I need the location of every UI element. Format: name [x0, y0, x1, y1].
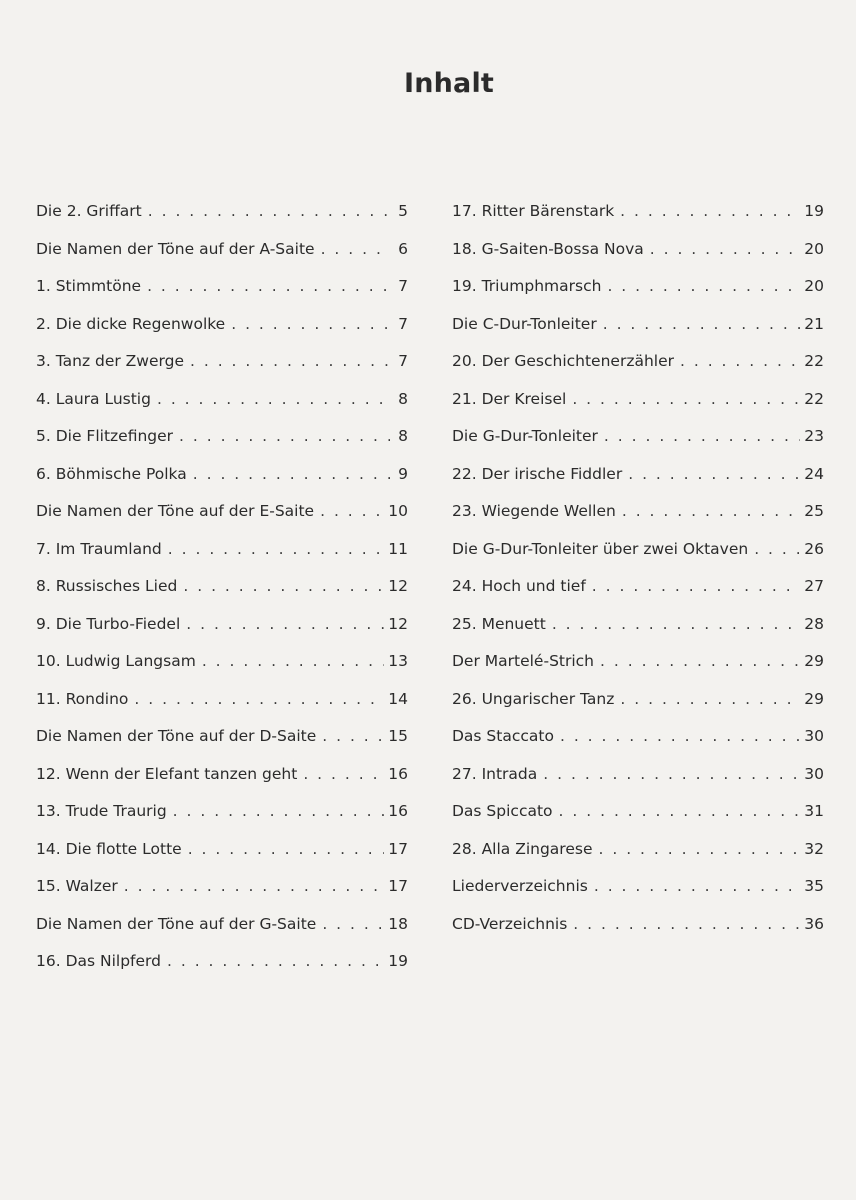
dot-leader [188, 831, 385, 869]
toc-entry-page: 6 [398, 239, 408, 258]
toc-entry-page: 9 [398, 464, 408, 483]
toc-entry-page: 22 [804, 352, 824, 370]
toc-entry [36, 568, 408, 606]
page-title: Inhalt [403, 68, 495, 99]
dot-leader [680, 343, 800, 381]
toc-entry-title: 2. Die dicke Regenwolke [36, 314, 226, 333]
toc-entry-page: 15 [388, 727, 408, 745]
toc-entry-page: 23 [804, 427, 824, 445]
toc-entry-title: 19. Triumphmarsch [452, 277, 602, 295]
toc-entry-title: 3. Tanz der Zwerge [36, 352, 184, 370]
dot-leader [622, 493, 800, 531]
toc-entry [452, 531, 824, 569]
toc-entry [36, 756, 408, 794]
toc-entry-page: 30 [804, 764, 824, 783]
toc-entry-title: 10. Ludwig Langsam [36, 652, 196, 670]
dot-leader [168, 531, 385, 569]
toc-column-right [452, 193, 824, 943]
toc-entry-page: 17 [388, 839, 408, 858]
toc-entry [452, 906, 824, 944]
toc-entry-title: 4. Laura Lustig [36, 389, 151, 408]
toc-entry-page: 22 [804, 389, 824, 408]
toc-entry-title: Die Namen der Töne auf der D-Saite [36, 727, 317, 745]
toc-column-left [36, 193, 408, 981]
toc-entry-title: Die Namen der Töne auf der A-Saite [36, 239, 315, 258]
toc-entry-title: 1. Stimmtöne [36, 277, 142, 295]
toc-entry-title: 11. Rondino [36, 689, 129, 708]
toc-entry-page: 7 [398, 314, 408, 333]
toc-entry-page: 13 [388, 652, 408, 670]
dot-leader [572, 381, 800, 419]
toc-entry-page: 8 [398, 389, 408, 408]
toc-entry-page: 36 [804, 914, 824, 933]
dot-leader [559, 793, 801, 831]
toc-entry [452, 718, 824, 756]
toc-entry-title: 14. Die flotte Lotte [36, 839, 182, 858]
toc-entry [36, 231, 408, 269]
dot-leader [560, 718, 800, 756]
dot-leader [607, 268, 800, 306]
toc-entry [36, 906, 408, 944]
toc-entry-title: Die 2. Griffart [36, 202, 142, 220]
toc-entry [452, 193, 824, 231]
toc-entry-title: 15. Walzer [36, 877, 118, 895]
dot-leader [167, 943, 384, 981]
toc-entry-title: Der Martelé-Strich [452, 652, 595, 670]
toc-entry-page: 20 [804, 277, 824, 295]
dot-leader [603, 306, 801, 344]
dot-leader [157, 381, 390, 419]
toc-entry-page: 27 [804, 577, 824, 595]
toc-entry-page: 19 [388, 952, 408, 970]
toc-entry-title: 17. Ritter Bärenstark [452, 202, 615, 220]
dot-leader [600, 643, 800, 681]
toc-entry-page: 5 [398, 202, 408, 220]
dot-leader [134, 681, 384, 719]
toc-entry [36, 793, 408, 831]
dot-leader [322, 906, 384, 944]
toc-entry [452, 681, 824, 719]
toc-entry-page: 20 [804, 239, 824, 258]
toc-entry [36, 681, 408, 719]
toc-entry-title: 7. Im Traumland [36, 539, 162, 558]
dot-leader [594, 868, 800, 906]
toc-entry-page: 11 [388, 539, 408, 558]
toc-entry [452, 493, 824, 531]
toc-entry-title: Liederverzeichnis [452, 877, 588, 895]
toc-entry [452, 306, 824, 344]
toc-entry-page: 14 [388, 689, 408, 708]
toc-entry-title: 6. Böhmische Polka [36, 464, 187, 483]
toc-entry [452, 756, 824, 794]
toc-entry-page: 32 [804, 839, 824, 858]
toc-entry-page: 29 [804, 652, 824, 670]
dot-leader [148, 193, 390, 231]
toc-entry-page: 30 [804, 727, 824, 745]
toc-entry-page: 7 [398, 277, 408, 295]
toc-entry-title: 5. Die Flitzefinger [36, 427, 174, 445]
toc-entry [452, 606, 824, 644]
toc-entry-title: CD-Verzeichnis [452, 914, 568, 933]
toc-entry [452, 268, 824, 306]
dot-leader [628, 456, 800, 494]
toc-entry-page: 17 [388, 877, 408, 895]
toc-entry-title: 22. Der irische Fiddler [452, 464, 623, 483]
toc-entry-page: 8 [398, 427, 408, 445]
toc-entry-page: 18 [388, 914, 408, 933]
toc-entry [36, 268, 408, 306]
toc-entry-page: 16 [388, 764, 408, 783]
toc-entry-page: 26 [804, 539, 824, 558]
toc-entry-title: Die G-Dur-Tonleiter über zwei Oktaven [452, 539, 749, 558]
dot-leader [650, 231, 801, 269]
toc-entry [36, 718, 408, 756]
dot-leader [147, 268, 390, 306]
dot-leader [543, 756, 800, 794]
toc-entry-title: 23. Wiegende Wellen [452, 502, 616, 520]
dot-leader [620, 681, 800, 719]
toc-entry-title: Die Namen der Töne auf der E-Saite [36, 502, 315, 520]
toc-entry [36, 943, 408, 981]
toc-entry [452, 643, 824, 681]
dot-leader [321, 231, 390, 269]
toc-entry [36, 531, 408, 569]
toc-entry-page: 25 [804, 502, 824, 520]
toc-entry-title: 24. Hoch und tief [452, 577, 586, 595]
dot-leader [124, 868, 385, 906]
toc-entry [452, 231, 824, 269]
toc-entry [452, 343, 824, 381]
dot-leader [173, 793, 385, 831]
toc-entry-title: 28. Alla Zingarese [452, 839, 593, 858]
dot-leader [322, 718, 384, 756]
toc-entry-page: 12 [388, 614, 408, 633]
toc-entry [36, 606, 408, 644]
dot-leader [320, 493, 384, 531]
toc-entry [452, 568, 824, 606]
toc-entry [36, 493, 408, 531]
dot-leader [193, 456, 390, 494]
toc-entry-page: 24 [804, 464, 824, 483]
dot-leader [552, 606, 800, 644]
dot-leader [231, 306, 390, 344]
toc-entry [36, 831, 408, 869]
dot-leader [186, 606, 384, 644]
toc-entry [452, 381, 824, 419]
toc-entry-page: 7 [398, 352, 408, 370]
toc-entry [36, 643, 408, 681]
toc-entry-title: 20. Der Geschichtenerzähler [452, 352, 674, 370]
toc-entry-title: Das Spiccato [452, 802, 553, 820]
toc-entry [452, 418, 824, 456]
toc-entry-page: 21 [804, 314, 824, 333]
toc-entry-page: 35 [804, 877, 824, 895]
toc-entry [36, 381, 408, 419]
toc-entry [36, 193, 408, 231]
toc-entry-title: Die G-Dur-Tonleiter [452, 427, 598, 445]
toc-entry-title: Die Namen der Töne auf der G-Saite [36, 914, 317, 933]
toc-entry-title: 16. Das Nilpferd [36, 952, 161, 970]
toc-entry [36, 456, 408, 494]
toc-entry [452, 868, 824, 906]
dot-leader [598, 831, 800, 869]
toc-entry [36, 343, 408, 381]
toc-entry-title: 18. G-Saiten-Bossa Nova [452, 239, 644, 258]
dot-leader [183, 568, 384, 606]
toc-entry-title: 8. Russisches Lied [36, 577, 178, 595]
dot-leader [573, 906, 800, 944]
toc-entry-title: 9. Die Turbo-Fiedel [36, 614, 181, 633]
dot-leader [754, 531, 800, 569]
toc-entry-title: Die C-Dur-Tonleiter [452, 314, 597, 333]
toc-entry-title: Das Staccato [452, 727, 554, 745]
toc-entry [36, 418, 408, 456]
toc-entry-title: 12. Wenn der Elefant tanzen geht [36, 764, 298, 783]
dot-leader [202, 643, 384, 681]
dot-leader [620, 193, 800, 231]
toc-entry-page: 10 [388, 502, 408, 520]
toc-entry [452, 831, 824, 869]
toc-entry-page: 12 [388, 577, 408, 595]
toc-entry-title: 27. Intrada [452, 764, 538, 783]
dot-leader [190, 343, 390, 381]
dot-leader [303, 756, 384, 794]
dot-leader [604, 418, 800, 456]
toc-entry-page: 16 [388, 802, 408, 820]
toc-entry-page: 31 [804, 802, 824, 820]
toc-entry-page: 29 [804, 689, 824, 708]
toc-entry [452, 456, 824, 494]
toc-entry [36, 868, 408, 906]
dot-leader [179, 418, 390, 456]
toc-entry-title: 25. Menuett [452, 614, 546, 633]
toc-entry [36, 306, 408, 344]
toc-entry [452, 793, 824, 831]
toc-entry-title: 21. Der Kreisel [452, 389, 567, 408]
dot-leader [592, 568, 800, 606]
toc-entry-page: 19 [804, 202, 824, 220]
toc-entry-title: 26. Ungarischer Tanz [452, 689, 615, 708]
toc-entry-page: 28 [804, 614, 824, 633]
toc-entry-title: 13. Trude Traurig [36, 802, 167, 820]
